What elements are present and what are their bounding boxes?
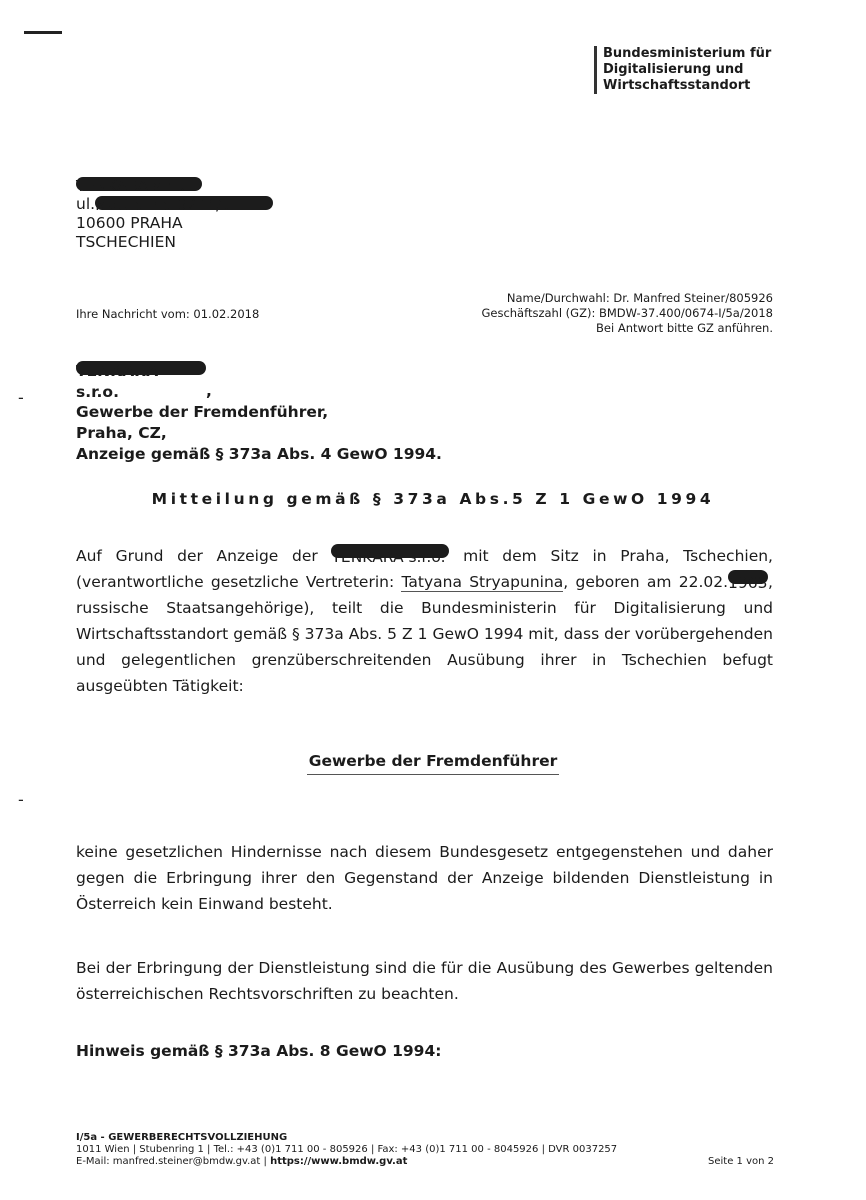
footer [76,1132,617,1168]
page-number: Seite 1 von 2 [708,1156,774,1167]
your-message-date: Ihre Nachricht vom: 01.02.2018 [76,307,260,321]
street-prefix: ul. [76,195,96,213]
redacted-company: TENKARA s.r.o. [331,544,449,558]
fold-mark: - [18,388,24,407]
file-number: Geschäftszahl (GZ): BMDW-37.400/0674-I/5a/2018 [481,306,773,320]
redacted-company: TENKARA s.r.o. [76,361,206,375]
trade-heading [0,752,866,770]
subject-comma: , [206,382,212,400]
text-run: , geboren am 22.02. [563,573,729,591]
subject-line: Praha, CZ, [76,424,167,442]
trade-name: Gewerbe der Fremdenführer [307,752,560,775]
text-run: Auf Grund der Anzeige der [76,547,318,565]
redacted-company: TENKARA s.r.o. [76,177,202,191]
footer-department: I/5a - GEWERBERECHTSVOLLZIEHUNG [76,1132,288,1143]
reply-note: Bei Antwort bitte GZ anführen. [596,321,773,335]
notice-heading: Hinweis gemäß § 373a Abs. 8 GewO 1994: [76,1042,442,1060]
footer-email: E-Mail: manfred.steiner@bmdw.gv.at | [76,1156,267,1167]
name-extension: Name/Durchwahl: Dr. Manfred Steiner/805926 [506,291,773,305]
redacted-street: Mattioliho 3274/1 [95,196,273,210]
recipient-address [76,176,273,252]
footer-website-link[interactable]: https://www.bmdw.gv.at [270,1156,408,1167]
reference-block [481,291,773,336]
redacted-year: 1963 [728,570,768,584]
subject-line: Gewerbe der Fremdenführer, [76,403,329,421]
text-run: , russische Staatsangehörige), teilt die Bundesministerin für Digitalisierung und Wirtschaftsstandort gemäß § 373a Abs. 5 Z 1 GewO 1994 mit, dass der vorübergehenden und gelegentlichen grenzüberschreitenden Ausübung ihrer in Tschechien befugt ausgeübten Tätigkeit: [76,573,773,695]
scan-mark [24,31,62,34]
footer-address: 1011 Wien | Stubenring 1 | Tel.: +43 (0)1 711 00 - 805926 | Fax: +43 (0)1 711 00 - 8045926 | DVR 0037257 [76,1144,618,1155]
paragraph-1 [76,543,773,699]
text-run: mit dem Sitz in Praha, Tschechien, (verantwortliche gesetzliche Vertreterin: [76,547,773,591]
ministry-letterhead [594,46,771,94]
paragraph-3: Bei der Erbringung der Dienstleistung sind die für die Ausübung des Gewerbes geltenden österreichischen Rechtsvorschriften zu beachten. [76,959,773,1003]
recipient-country: TSCHECHIEN [76,233,177,251]
document-title: Mitteilung gemäß § 373a Abs.5 Z 1 GewO 1994 [151,490,715,508]
fold-mark: - [18,790,24,809]
ministry-line: Wirtschaftsstandort [603,78,751,93]
recipient-city: 10600 PRAHA [76,214,183,232]
ministry-line: Digitalisierung und [603,62,744,77]
subject-line: Anzeige gemäß § 373a Abs. 4 GewO 1994. [76,445,442,463]
representative-name: Tatyana Stryapunina [401,573,564,591]
paragraph-2: keine gesetzlichen Hindernisse nach diesem Bundesgesetz entgegenstehen und daher gegen die Erbringung ihrer den Gegenstand der Anzeige bildenden Dienstleistung in Österreich kein Einwand besteht. [76,843,773,913]
subject-block [76,361,442,465]
ministry-line: Bundesministerium für [603,46,772,61]
